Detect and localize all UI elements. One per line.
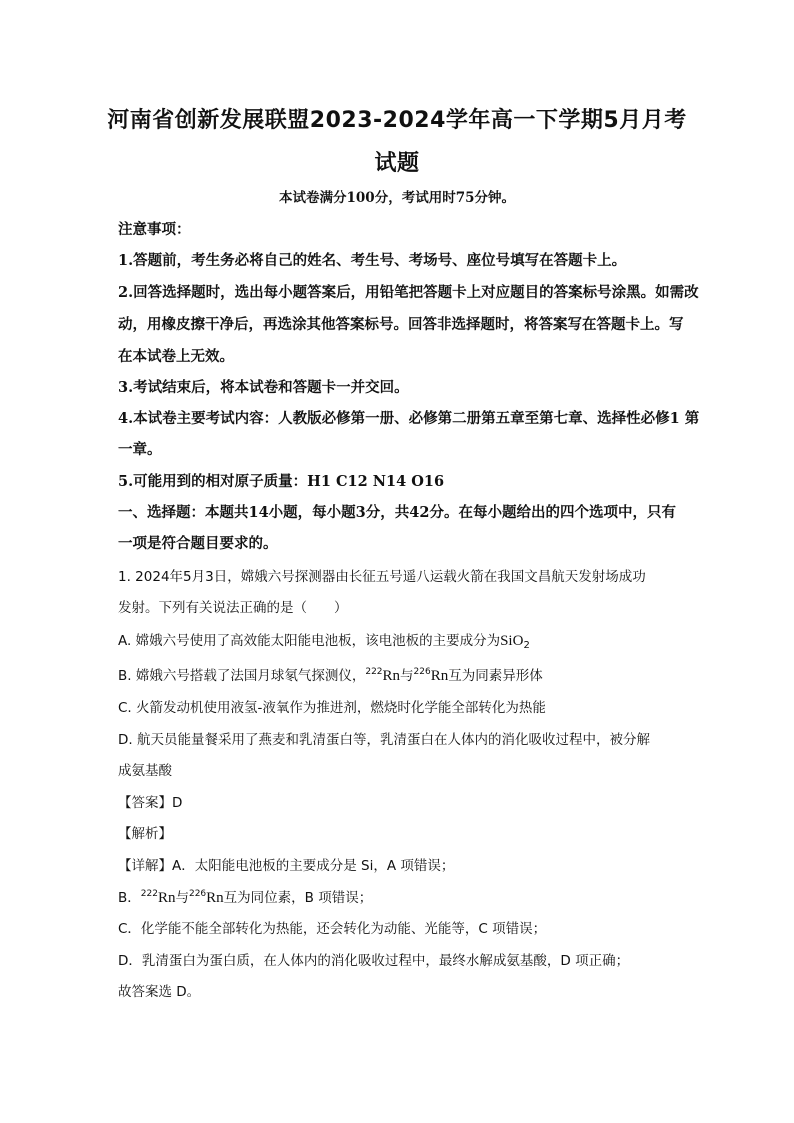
note-2-line2: 动，用橡皮擦干净后，再选涂其他答案标号。回答非选择题时，将答案写在答题卡上。写	[118, 316, 684, 333]
note-2-line3: 在本试卷上无效。	[118, 348, 234, 365]
detail-b	[118, 886, 698, 907]
option-b-text-post: 互为同素异形体	[448, 668, 543, 684]
note-3: 3.考试结束后，将本试卷和答题卡一并交回。	[118, 379, 409, 396]
question-1-option-b	[118, 664, 698, 685]
page-title-line1: 河南省创新发展联盟2023-2024学年高一下学期5月月考	[107, 108, 687, 133]
question-1-option-d-line2: 成氨基酸	[118, 763, 172, 779]
question-1-stem-line2: 发射。下列有关说法正确的是（ ）	[118, 600, 348, 616]
question-1-option-a	[118, 629, 698, 651]
detail-b-post: 互为同位素，B 项错误；	[223, 890, 373, 906]
option-b-mass-number-1: 222	[365, 667, 383, 677]
exam-info: 本试卷满分100分，考试用时75分钟。	[279, 190, 515, 206]
option-a-text: A. 嫦娥六号使用了高效能太阳能电池板，该电池板的主要成分为	[118, 633, 501, 649]
note-2-line1: 2.回答选择题时，选出每小题答案后，用铅笔把答题卡上对应题目的答案标号涂黑。如需改	[118, 284, 699, 301]
question-1-option-d-line1: D. 航天员能量餐采用了燕麦和乳清蛋白等，乳清蛋白在人体内的消化吸收过程中，被分解	[118, 732, 650, 748]
option-b-text-pre: B. 嫦娥六号搭载了法国月球氡气探测仪，	[118, 668, 366, 684]
notes-heading: 注意事项：	[118, 221, 191, 238]
note-4-line1: 4.本试卷主要考试内容：人教版必修第一册、必修第二册第五章至第七章、选择性必修1 第	[118, 410, 700, 427]
section-1-heading-line2: 一项是符合题目要求的。	[118, 535, 278, 552]
question-1-option-c: C. 火箭发动机使用液氢-液氧作为推进剂，燃烧时化学能全部转化为热能	[118, 700, 546, 716]
detail-d: D．乳清蛋白为蛋白质，在人体内的消化吸收过程中，最终水解成氨基酸，D 项正确；	[118, 953, 630, 969]
option-b-mass-number-2: 226	[413, 667, 431, 677]
note-4-line2: 一章。	[118, 441, 162, 458]
option-a-formula: SiO	[500, 633, 524, 649]
detail-c: C．化学能不能全部转化为热能，还会转化为动能、光能等，C 项错误；	[118, 921, 547, 937]
section-1-heading-line1: 一、选择题：本题共14小题，每小题3分，共42分。在每小题给出的四个选项中，只有	[118, 504, 676, 521]
detail-b-symbol-1: Rn	[157, 890, 176, 906]
detail-b-mid: 与	[175, 890, 189, 906]
detail-a: 【详解】A．太阳能电池板的主要成分是 Si，A 项错误；	[118, 858, 455, 874]
note-5: 5.可能用到的相对原子质量：H1 C12 N14 O16	[118, 473, 445, 490]
conclusion: 故答案选 D。	[118, 984, 201, 1000]
option-b-symbol-2: Rn	[430, 668, 449, 684]
analysis-heading: 【解析】	[118, 826, 172, 842]
option-a-subscript: 2	[523, 640, 530, 651]
option-b-symbol-1: Rn	[382, 668, 401, 684]
note-1: 1.答题前，考生务必将自己的姓名、考生号、考场号、座位号填写在答题卡上。	[118, 252, 627, 269]
detail-b-mass-number-1: 222	[140, 889, 158, 899]
page-title-line2: 试题	[374, 151, 420, 176]
option-b-text-mid: 与	[400, 668, 414, 684]
question-1-stem-line1: 1. 2024年5月3日，嫦娥六号探测器由长征五号遥八运载火箭在我国文昌航天发射场成功	[118, 569, 646, 585]
detail-b-pre: B．	[118, 890, 141, 906]
answer-label: 【答案】D	[118, 795, 183, 811]
detail-b-mass-number-2: 226	[188, 889, 207, 899]
detail-b-symbol-2: Rn	[206, 890, 224, 906]
